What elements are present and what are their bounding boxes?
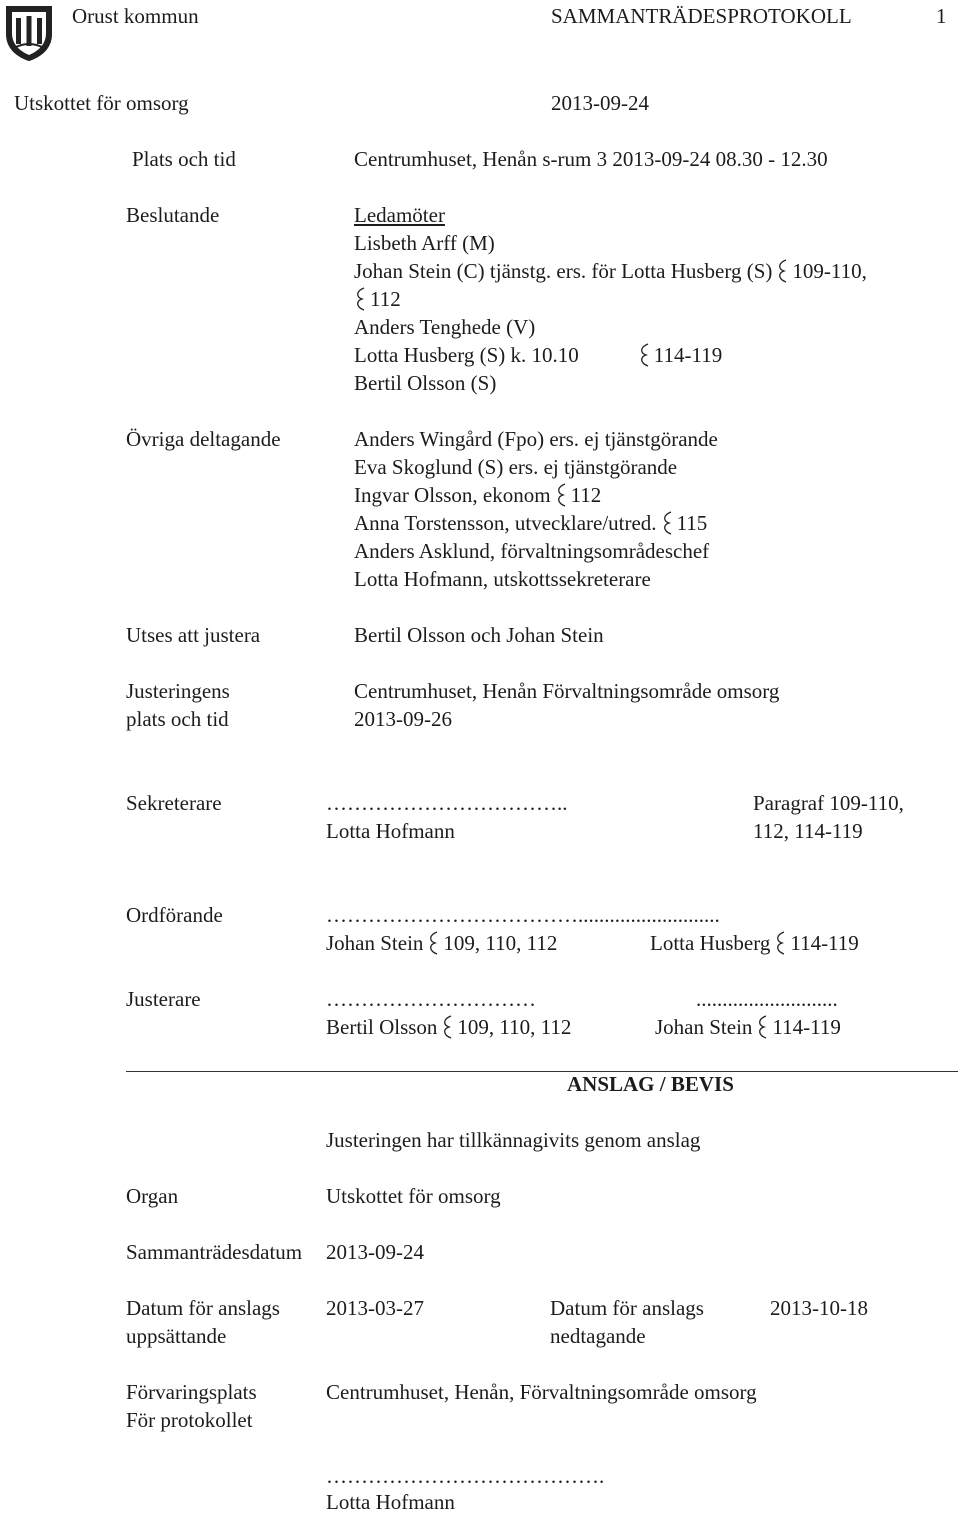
secretary-label: Sekreterare [126, 791, 222, 815]
paragraph-icon [776, 259, 788, 283]
removal-date-value: 2013-10-18 [770, 1296, 868, 1320]
paragraph-ref: 109, 110, 112 [443, 931, 558, 955]
municipality-name: Orust kommun [72, 4, 199, 28]
document-type: SAMMANTRÄDESPROTOKOLL [551, 4, 852, 28]
chair-label: Ordförande [126, 903, 223, 927]
storage-value: Centrumhuset, Henån, Förvaltningsområde omsorg [326, 1380, 757, 1404]
removal-date-label: nedtagande [550, 1324, 646, 1348]
storage-label: Förvaringsplats [126, 1380, 257, 1404]
adjuster-name-text: Bertil Olsson [326, 1015, 438, 1039]
adjuster-name [326, 1013, 571, 1041]
paragraph-ref: 114-119 [790, 931, 859, 955]
posting-date-label: uppsättande [126, 1324, 227, 1348]
adjustment-place-label: Justeringens [126, 679, 230, 703]
adjustment-place-value: Centrumhuset, Henån Förvaltningsområde omsorg [354, 679, 780, 703]
organ-label: Organ [126, 1184, 179, 1208]
chair-name [326, 929, 557, 957]
paragraph-icon [354, 287, 366, 311]
participant-line: Anders Asklund, förvaltningsområdeschef [354, 539, 710, 563]
paragraph-ref: 114-119 [653, 343, 723, 367]
decision-makers-label: Beslutande [126, 203, 220, 227]
participant-text: Ingvar Olsson, ekonom [354, 483, 551, 507]
paragraph-ref: 109, 110, 112 [457, 1015, 572, 1039]
page-number: 1 [936, 4, 947, 28]
committee-name: Utskottet för omsorg [14, 91, 189, 115]
member-line [354, 285, 401, 313]
adjuster-name-text: Johan Stein [655, 1015, 753, 1039]
signature-line: ........................... [696, 987, 838, 1011]
meeting-date: 2013-09-24 [551, 91, 649, 115]
signature-line: ………………………………........................... [326, 903, 720, 927]
member-line: Anders Tenghede (V) [354, 315, 536, 339]
participant-line: Lotta Hofmann, utskottssekreterare [354, 567, 651, 591]
section-divider [126, 1071, 958, 1072]
signature-line: ………………………… [326, 987, 536, 1011]
adjusters-label: Utses att justera [126, 623, 261, 647]
paragraph-icon [441, 1015, 453, 1039]
adjustment-date-value: 2013-09-26 [354, 707, 452, 731]
municipality-logo [4, 4, 54, 62]
participant-text: Anna Torstensson, utvecklare/utred. [354, 511, 657, 535]
notice-statement: Justeringen har tillkännagivits genom anslag [326, 1128, 701, 1152]
meeting-date-value: 2013-09-24 [326, 1240, 424, 1264]
signer-name: Lotta Hofmann [326, 1490, 455, 1514]
participant-line [354, 509, 707, 537]
member-text: Lotta Husberg (S) k. 10.10 [354, 343, 579, 367]
participant-line: Eva Skoglund (S) ers. ej tjänstgörande [354, 455, 678, 479]
participant-line [354, 481, 601, 509]
adjusters-value: Bertil Olsson och Johan Stein [354, 623, 604, 647]
paragraph-ref: 112 [570, 483, 602, 507]
place-time-label: Plats och tid [132, 147, 236, 171]
member-line: Lisbeth Arff (M) [354, 231, 495, 255]
notice-title: ANSLAG / BEVIS [567, 1072, 734, 1096]
paragraph-icon [774, 931, 786, 955]
chair-name-text: Johan Stein [326, 931, 424, 955]
member-line [354, 341, 722, 369]
paragraph-ref: 114-119 [772, 1015, 841, 1039]
posting-date-label: Datum för anslags [126, 1296, 280, 1320]
storage-label: För protokollet [126, 1408, 253, 1432]
secretary-paragraphs: 112, 114-119 [753, 819, 863, 843]
other-participants-label: Övriga deltagande [126, 427, 281, 451]
meeting-date-label: Sammanträdesdatum [126, 1240, 303, 1264]
adjustment-place-label: plats och tid [126, 707, 229, 731]
posting-date-value: 2013-03-27 [326, 1296, 424, 1320]
paragraph-ref: 109-110, [792, 259, 867, 283]
paragraph-ref: 115 [676, 511, 708, 535]
chair-name [650, 929, 859, 957]
paragraph-icon [756, 1015, 768, 1039]
paragraph-icon [555, 483, 567, 507]
paragraph-ref: 112 [370, 287, 401, 311]
members-heading: Ledamöter [354, 203, 445, 227]
signature-line: …………………………….. [326, 791, 568, 815]
adjuster-name [655, 1013, 841, 1041]
chair-name-text: Lotta Husberg [650, 931, 771, 955]
member-line: Bertil Olsson (S) [354, 371, 497, 395]
paragraph-icon [661, 511, 673, 535]
secretary-paragraphs: Paragraf 109-110, [753, 791, 904, 815]
adjuster-label: Justerare [126, 987, 201, 1011]
removal-date-label: Datum för anslags [550, 1296, 704, 1320]
paragraph-icon [427, 931, 439, 955]
place-time-value: Centrumhuset, Henån s-rum 3 2013-09-24 08.30 - 12.30 [354, 147, 828, 171]
member-text: Johan Stein (C) tjänstg. ers. för Lotta Husberg (S) [354, 259, 773, 283]
signature-line: …………………………………. [326, 1464, 605, 1488]
participant-line: Anders Wingård (Fpo) ers. ej tjänstgörande [354, 427, 718, 451]
paragraph-icon [638, 343, 650, 367]
organ-value: Utskottet för omsorg [326, 1184, 501, 1208]
secretary-name: Lotta Hofmann [326, 819, 455, 843]
member-line [354, 257, 867, 285]
